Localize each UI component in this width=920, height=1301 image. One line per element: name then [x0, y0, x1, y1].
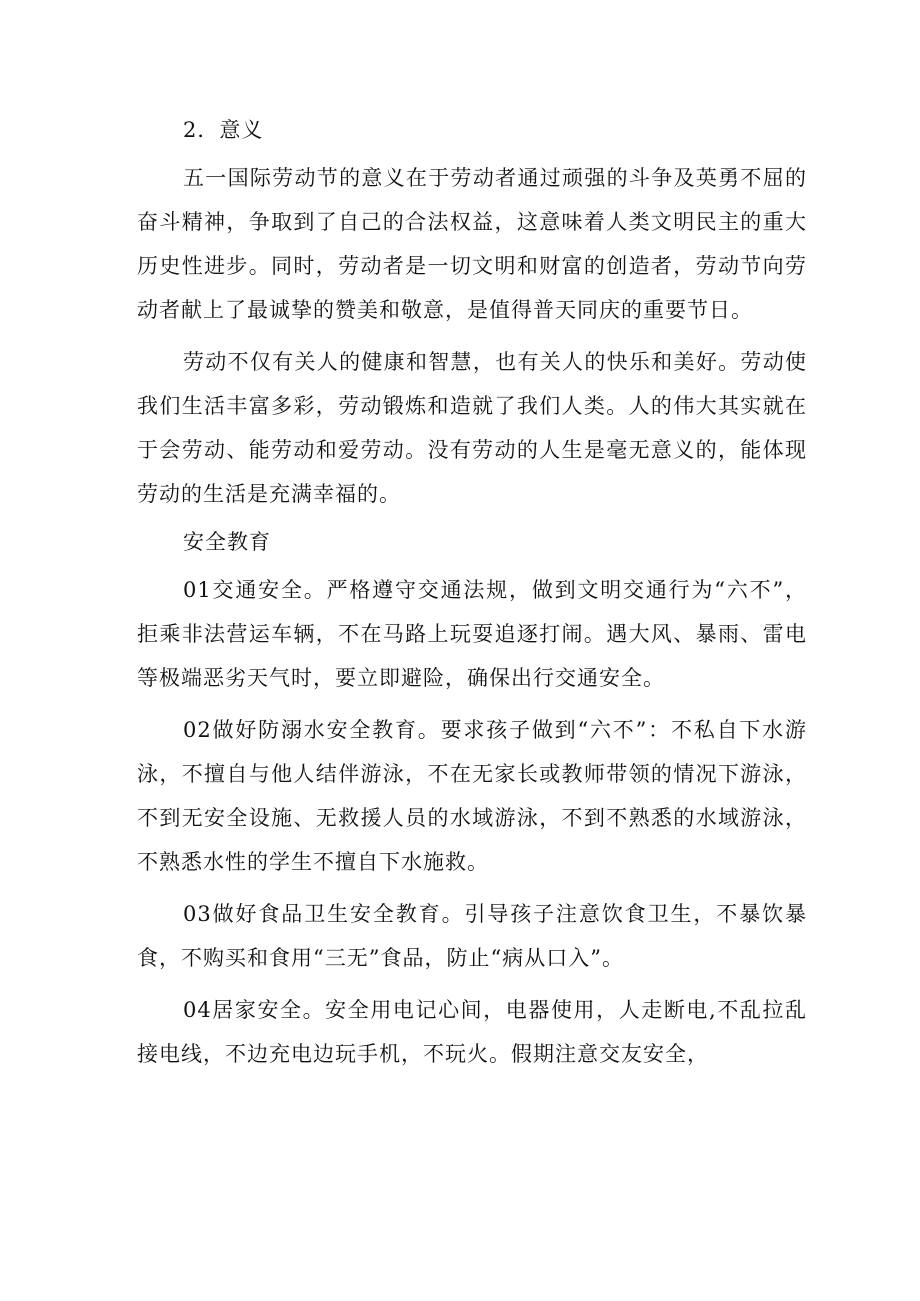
meaning-paragraph-2: 劳动不仅有关人的健康和智慧，也有关人的快乐和美好。劳动使我们生活丰富多彩，劳动锻炼和造就了我们人类。人的伟大其实就在于会劳动、能劳动和爱劳动。没有劳动的人生是毫无意义的，能体现劳动的生活是充满幸福的。 — [137, 350, 807, 506]
meaning-paragraph-1: 五一国际劳动节的意义在于劳动者通过顽强的斗争及英勇不屈的奋斗精神，争取到了自己的合法权益，这意味着人类文明民主的重大历史性进步。同时，劳动者是一切文明和财富的创造者，劳动节向劳动者献上了最诚挚的赞美和敬意，是值得普天同庆的重要节日。 — [137, 166, 807, 322]
safety-item-food: 03做好食品卫生安全教育。引导孩子注意饮食卫生，不暴饮暴食，不购买和食用“三无”食品，防止“病从口入”。 — [137, 902, 807, 970]
section-title: 2．意义 — [183, 118, 264, 142]
safety-item-drowning: 02做好防溺水安全教育。要求孩子做到“六不”：不私自下水游泳，不擅自与他人结伴游泳，不在无家长或教师带领的情况下游泳，不到无安全设施、无救援人员的水域游泳，不到不熟悉的水域游泳，不熟悉水性的学生不擅自下水施救。 — [137, 718, 807, 874]
safety-education-title: 安全教育 — [183, 530, 271, 554]
safety-item-traffic: 01交通安全。严格遵守交通法规，做到文明交通行为“六不”，拒乘非法营运车辆，不在马路上玩耍追逐打闹。遇大风、暴雨、雷电等极端恶劣天气时，要立即避险，确保出行交通安全。 — [137, 578, 807, 690]
safety-item-home: 04居家安全。安全用电记心间，电器使用，人走断电,不乱拉乱接电线，不边充电边玩手机，不玩火。假期注意交友安全， — [137, 998, 807, 1066]
document-body — [137, 112, 807, 1084]
